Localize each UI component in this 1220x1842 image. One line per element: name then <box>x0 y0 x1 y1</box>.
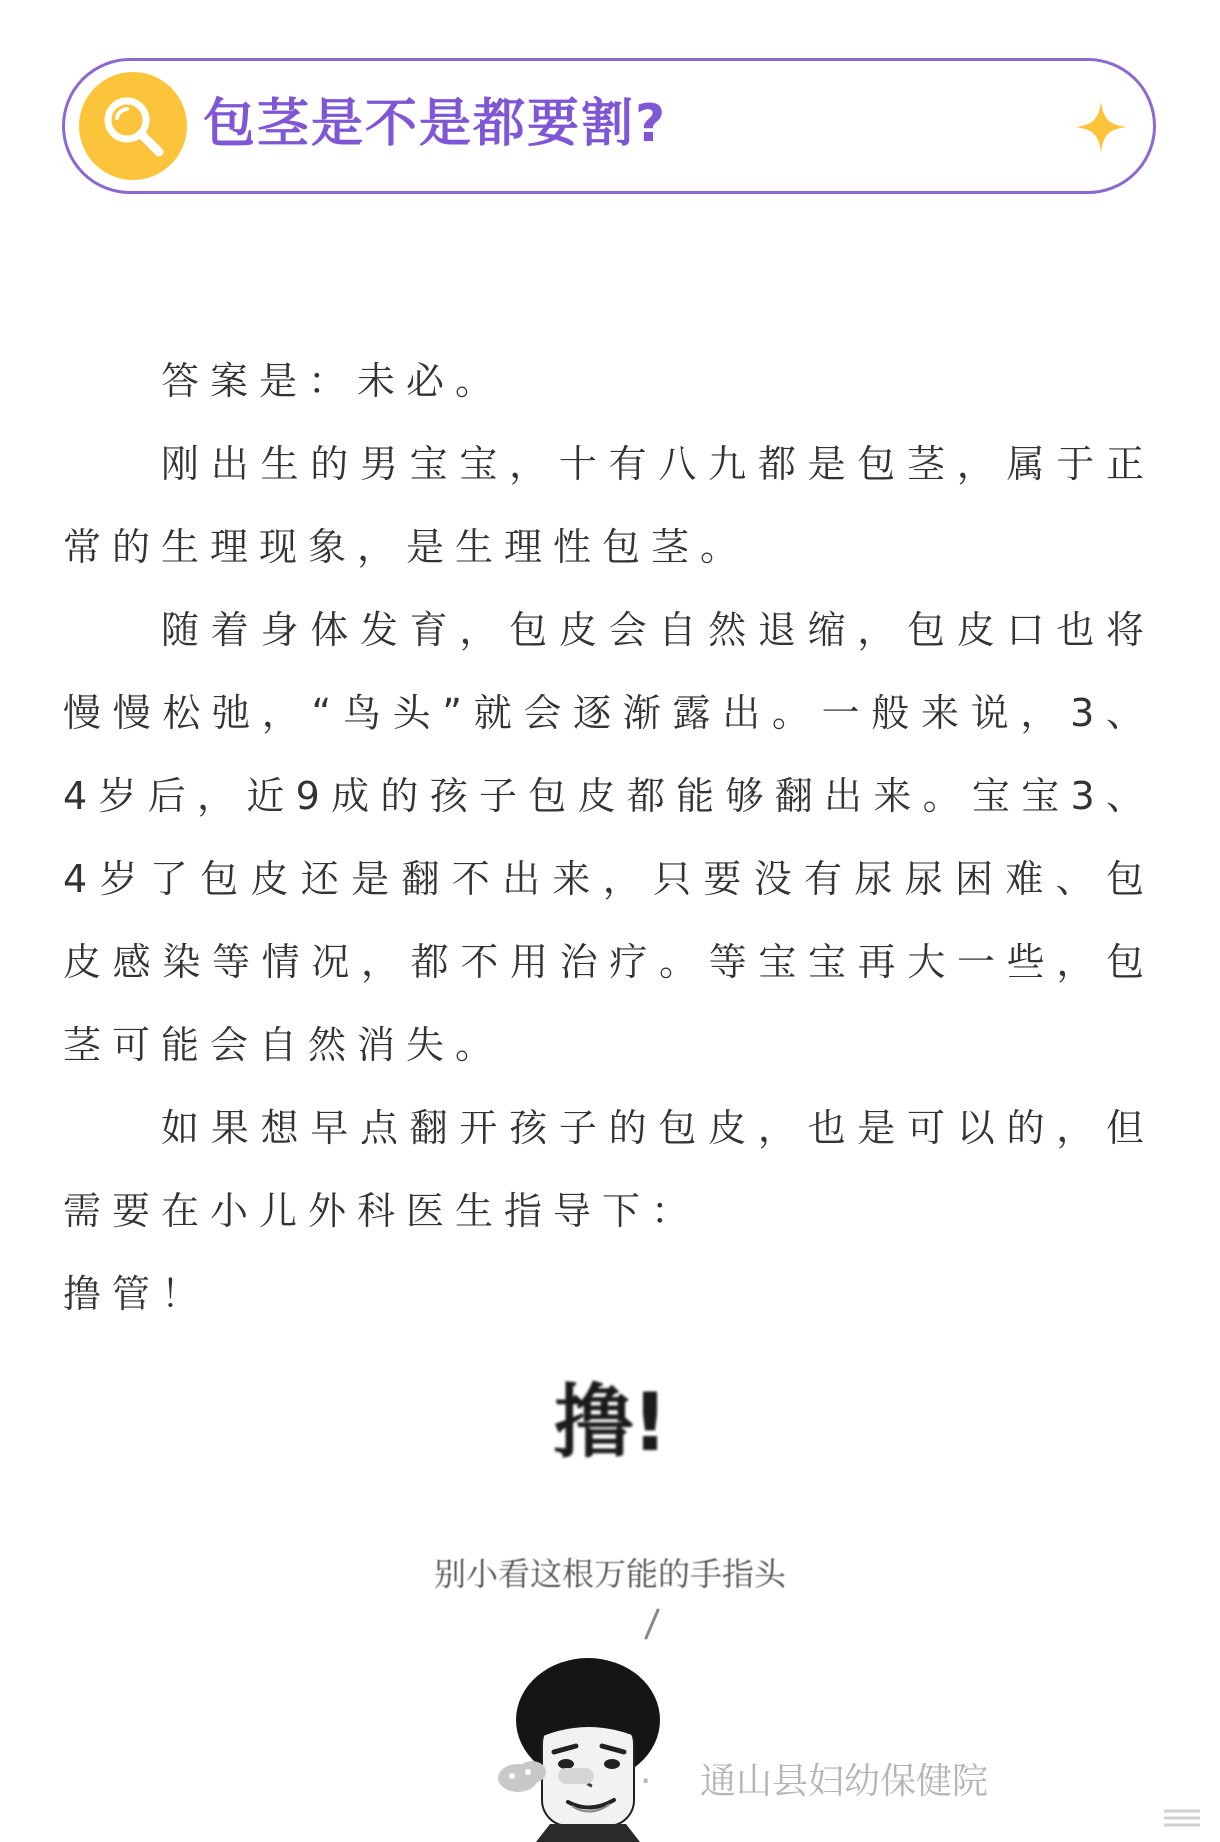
page-title: 包茎是不是都要割? <box>203 94 668 154</box>
meme-character-image <box>480 1600 690 1842</box>
paragraph-exclaim: 撸管！ <box>63 1272 211 1316</box>
paragraph-development: 随着身体发育，包皮会自然退缩，包皮口也将慢慢松弛，“鸟头”就会逐渐露出。一般来说，3、4岁后，近9成的孩子包皮都能够翻出来。宝宝3、4岁了包皮还是翻不出来，只要没有尿尿困难、包皮感染等情况，都不用治疗。等宝宝再大一些，包茎可能会自然消失。 <box>63 608 1155 1067</box>
watermark-dot: · <box>640 1761 652 1802</box>
paragraph-guidance: 如果想早点翻开孩子的包皮，也是可以的，但需要在小儿外科医生指导下： <box>63 1106 1155 1233</box>
paragraph-answer: 答案是：未必。 <box>161 359 505 403</box>
search-icon <box>97 90 169 162</box>
paragraph-newborn: 刚出生的男宝宝，十有八九都是包茎，属于正常的生理现象，是生理性包茎。 <box>63 442 1155 569</box>
watermark-text: 通山县妇幼保健院 <box>700 1761 989 1802</box>
watermark-logo-icon <box>488 1748 608 1804</box>
article-body <box>63 340 1155 1336</box>
sparkle-icon <box>1073 99 1129 155</box>
search-badge <box>79 72 187 180</box>
meme-big-text: 撸! <box>553 1376 667 1469</box>
title-banner <box>62 58 1156 194</box>
corner-lines-icon <box>1162 1806 1202 1830</box>
meme-caption: 别小看这根万能的手指头 <box>433 1555 786 1593</box>
